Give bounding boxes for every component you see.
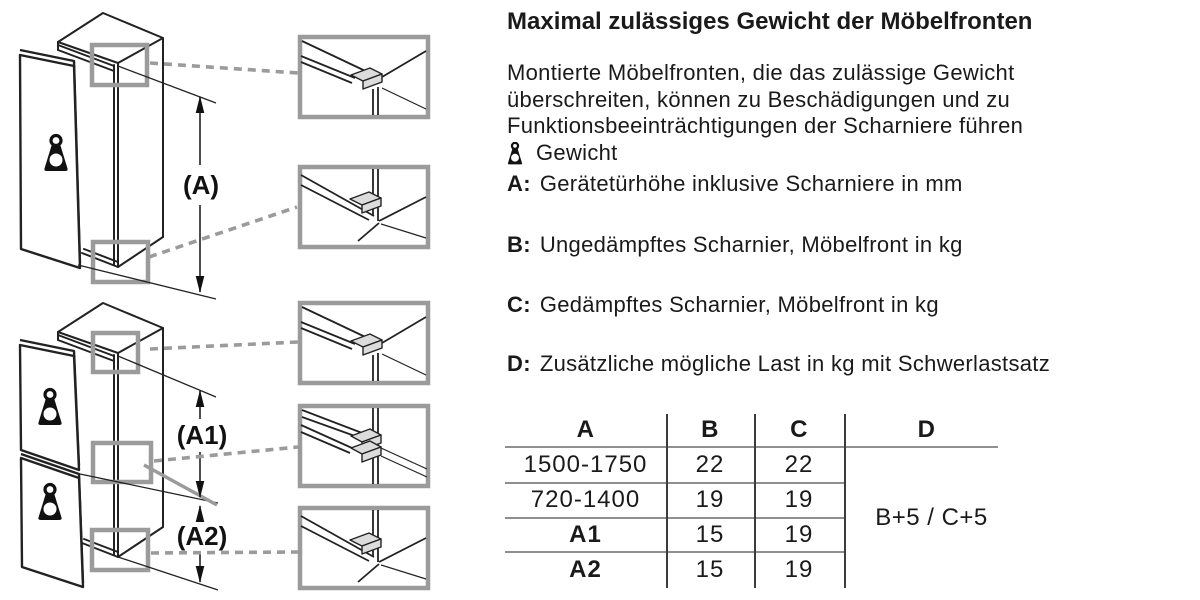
detail-view-bottom-hinge-2 (300, 508, 428, 588)
weight-table (505, 414, 1065, 592)
installation-diagram (0, 0, 480, 600)
legend-b (507, 232, 963, 258)
hinge-highlight-boxes-top (92, 45, 148, 282)
legend-c-text: Gedämpftes Scharnier, Möbelfront in kg (539, 292, 939, 317)
legend-a-text: Gerätetürhöhe inklusive Scharniere in mm (539, 171, 963, 196)
legend-weight (507, 140, 618, 166)
table-cell: 19 (784, 486, 814, 513)
dimension-label-a: (A) (182, 170, 220, 200)
intro-paragraph (507, 60, 1023, 140)
legend-c (507, 292, 939, 318)
legend-d (507, 351, 1050, 377)
dimension-a2 (177, 505, 228, 583)
table-cell: 22 (784, 451, 814, 478)
weight-icon (507, 142, 523, 165)
dimension-a (183, 96, 219, 293)
table-cell: A1 (569, 520, 602, 548)
dimension-a1 (177, 390, 228, 498)
middle-hinge-leader-line (144, 465, 217, 505)
intro-line: Montierte Möbelfronten, die das zulässige Gewicht (507, 60, 1015, 85)
lower-door-panel (21, 454, 83, 587)
legend-c-prefix: C: (507, 292, 531, 317)
dimension-label-a1: (A1) (176, 420, 228, 450)
table-cell-d-merged: B+5 / C+5 (875, 504, 988, 531)
table-cell: 19 (784, 556, 814, 583)
detail-view-bottom-hinge (300, 167, 428, 247)
table-cell: 720-1400 (530, 486, 641, 513)
page-title: Maximal zulässiges Gewicht der Möbelfronten (507, 8, 1033, 35)
legend-a-prefix: A: (507, 171, 531, 196)
legend-a (507, 171, 963, 197)
legend-b-text: Ungedämpftes Scharnier, Möbelfront in kg (539, 232, 963, 257)
table-cell: 19 (695, 486, 725, 513)
intro-line: überschreiten, können zu Beschädigungen und zu (507, 86, 1011, 112)
detail-view-middle-hinge (300, 406, 428, 486)
callout-dashed-lines-top (149, 63, 298, 257)
legend-d-text: Zusätzliche mögliche Last in kg mit Schwerlastsatz (539, 351, 1051, 376)
table-header-b: B (701, 416, 719, 443)
legend-b-prefix: B: (507, 232, 531, 257)
table-cell: 15 (695, 556, 725, 583)
legend-weight-label: Gewicht (536, 140, 618, 165)
intro-line: Funktionsbeeinträchtigungen der Scharniere führen (507, 113, 1024, 138)
table-cell: A2 (569, 556, 602, 583)
table-cell: 22 (695, 451, 725, 478)
detail-view-top-hinge (300, 37, 428, 117)
table-cell: 19 (784, 520, 814, 548)
dimension-label-a2: (A2) (176, 521, 228, 551)
table-cell: 1500-1750 (523, 451, 648, 478)
legend-d-prefix: D: (507, 351, 531, 376)
table-header-a: A (576, 416, 595, 443)
hinge-highlight-boxes-bottom (92, 333, 151, 570)
table-header-c: C (790, 416, 808, 443)
table-cell: 15 (695, 520, 725, 548)
table-header-d: D (917, 416, 936, 443)
detail-view-top-hinge-2 (300, 303, 428, 383)
